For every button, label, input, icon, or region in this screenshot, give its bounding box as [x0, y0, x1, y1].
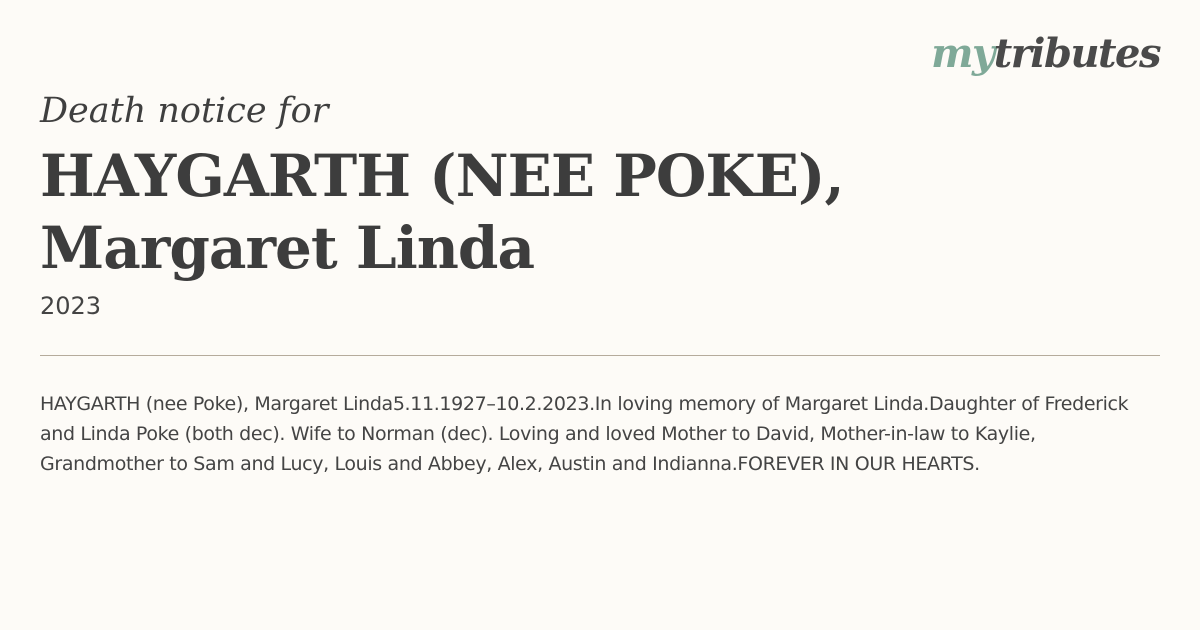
notice-year: 2023: [40, 292, 102, 320]
notice-kicker: Death notice for: [40, 91, 329, 131]
logo-tributes-text: tributes: [993, 30, 1160, 77]
mytributes-logo[interactable]: [931, 30, 1160, 77]
notice-body: HAYGARTH (nee Poke), Margaret Linda5.11.1927–10.2.2023.In loving memory of Margaret Linda.Daughter of Frederick and Linda Poke (both dec). Wife to Norman (dec). Loving and loved Mother to David, Mother-in-law to Kaylie, Grandmother to Sam and Lucy, Louis and Abbey, Alex, Austin and Indianna.FOREVER IN OUR HEARTS.: [40, 393, 1129, 475]
deceased-name-line1: HAYGARTH (NEE POKE),: [40, 142, 844, 210]
logo-my-text: my: [931, 30, 994, 77]
divider: [40, 355, 1160, 356]
deceased-name: [40, 140, 940, 284]
deceased-name-line2: Margaret Linda: [40, 214, 535, 282]
